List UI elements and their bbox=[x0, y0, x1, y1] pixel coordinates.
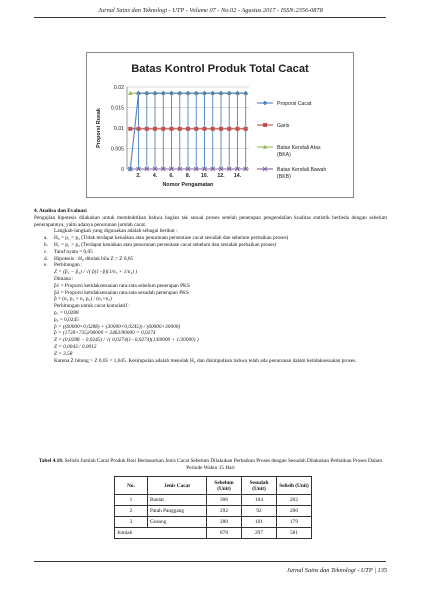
cell-selisih: 200 bbox=[277, 506, 312, 517]
legend-bkb-label: Batas Kendali Bawah bbox=[277, 167, 327, 173]
y-axis-label: Proporsi Rusak bbox=[96, 108, 102, 148]
list-marker: c. bbox=[44, 248, 48, 255]
y-tick-label: 0.02 bbox=[113, 85, 124, 91]
cell-no: 2 bbox=[115, 506, 148, 517]
z-calc-1: Z = (0,0288 − 0,0245) / √( 0,0274(1−0,0274)(1/60000 + 1/30000) ) bbox=[54, 337, 199, 344]
cell-jenis: Bantat bbox=[148, 495, 207, 506]
list-text: Hipotesis : H₀ ditolak bila Z > Z 0,05 bbox=[54, 255, 134, 262]
x-tick-label: 4. bbox=[152, 173, 158, 179]
table-caption-label: Tabel 4.18. bbox=[38, 458, 64, 464]
header-sebelum: Sebelum (Unit) bbox=[207, 477, 242, 495]
marker-garis bbox=[186, 127, 190, 131]
x-tick-label: 12. bbox=[217, 173, 225, 179]
cell-no: 1 bbox=[115, 495, 148, 506]
marker-garis bbox=[137, 127, 141, 131]
steps-intro: Langkah-langkah yang digunakan adalah sebagai berikut : bbox=[54, 228, 178, 235]
y-tick-label: 0.005 bbox=[111, 146, 124, 153]
cell-total-label: Jumlah bbox=[115, 528, 207, 539]
table-row bbox=[115, 495, 312, 506]
marker-garis bbox=[178, 127, 182, 131]
list-marker: e. bbox=[44, 262, 48, 269]
list-item-e bbox=[34, 262, 387, 269]
z-calc-2: Z = 0,0043 / 0,0012 bbox=[54, 343, 97, 350]
legend-proporsi-cacat-label: Proporsi Cacat bbox=[277, 101, 312, 107]
definition-p2: p̂2 = Proporsi ketidaksesuaian rata-rata sesudah penerapan PKS bbox=[54, 289, 189, 296]
marker-garis bbox=[244, 127, 248, 131]
cell-total-sebelum: 878 bbox=[207, 528, 242, 539]
cell-total-sesudah: 297 bbox=[242, 528, 277, 539]
header-rule bbox=[34, 17, 386, 18]
marker-garis bbox=[153, 127, 157, 131]
marker-garis bbox=[227, 127, 231, 131]
marker-garis bbox=[219, 127, 223, 131]
p-calc-2: p̂ = (1728+735)/90000 = 2463/90000 = 0,0274 bbox=[54, 330, 156, 337]
table-row bbox=[115, 517, 312, 528]
y-tick-label: 0.015 bbox=[111, 105, 124, 112]
x-tick-label: 14. bbox=[233, 173, 242, 179]
running-header: Jurnal Sains dan Teknologi - UTP - Volume 07 - No.02 - Agustus 2017 - ISSN:2356-0878 bbox=[98, 7, 323, 14]
header-selisih: Selisih (Unit) bbox=[277, 477, 312, 495]
header-sesudah: Sesudah (Unit) bbox=[242, 477, 277, 495]
table-total-row bbox=[115, 528, 312, 539]
marker-garis bbox=[170, 127, 174, 131]
marker-proporsi-cacat bbox=[263, 101, 268, 106]
legend-bka-label: Batas Kendali Atas bbox=[277, 145, 321, 151]
analysis-section bbox=[34, 208, 387, 364]
defect-table bbox=[114, 476, 312, 539]
cell-total-selisih: 581 bbox=[277, 528, 312, 539]
control-chart-svg bbox=[87, 53, 353, 197]
x-tick-label: 8. bbox=[185, 173, 191, 179]
legend-garis-label: Garis bbox=[277, 123, 290, 129]
x-tick-label: 2. bbox=[136, 173, 141, 179]
cell-selisih: 202 bbox=[277, 495, 312, 506]
p1-value: p₁ = 0,0288 bbox=[54, 309, 79, 316]
list-marker: a. bbox=[44, 235, 48, 242]
marker-garis bbox=[161, 127, 165, 131]
list-marker: b. bbox=[44, 241, 48, 248]
conclusion: Karena Z hitung > Z 0,05 = 1,645. Kesimpulan adalah menolak H₀ dan disimpulkan bahwa telah ada penurunan dalam ketidaksesuaian proses. bbox=[54, 357, 357, 364]
cell-sebelum: 306 bbox=[207, 495, 242, 506]
table-caption bbox=[34, 458, 387, 471]
cell-sesudah: 92 bbox=[242, 506, 277, 517]
definition-p1: p̂1 = Proporsi ketidaksesuaian rata-rata sebelum penerapan PKS bbox=[54, 282, 190, 289]
cell-no: 3 bbox=[115, 517, 148, 528]
x-axis-label: Nomor Pengamatan bbox=[162, 182, 214, 188]
intro-paragraph: Pengujian hipotesis dilakukan untuk membuktikan bahwa bagian tak sesuai proses setelah penerapan pengendalian kualitas statistik berbeda dengan sebelum penerapannya, yaitu adanya penurunan jumlah cacat. bbox=[34, 214, 387, 228]
dimana-label: Dimana : bbox=[54, 275, 74, 282]
header-no: No. bbox=[115, 477, 148, 495]
section-title: 4. Analisa dan Evaluasi bbox=[34, 208, 87, 214]
kumulatif-label: Perhitungan untuk cacat komulatif : bbox=[54, 303, 130, 310]
table-header-row bbox=[115, 477, 312, 495]
footer-rule bbox=[34, 561, 386, 562]
control-chart bbox=[86, 52, 354, 198]
y-tick-label: 0 bbox=[121, 167, 124, 173]
legend-bka-label-2: (BKA) bbox=[277, 152, 291, 158]
cell-sebelum: 280 bbox=[207, 517, 242, 528]
cell-sesudah: 101 bbox=[242, 517, 277, 528]
cell-sesudah: 104 bbox=[242, 495, 277, 506]
list-item-d bbox=[34, 256, 387, 263]
list-text: Taraf nyata = 0,05 bbox=[54, 248, 93, 255]
list-marker: d. bbox=[44, 255, 48, 262]
list-text: H₁ = p₁ > p₂ (Terdapat kenaikan atau penurunan persentase cacat sebelum dan sesudah perbaikan proses) bbox=[54, 241, 277, 248]
list-item-c bbox=[34, 249, 387, 256]
p2-value: p₂ = 0,0245 bbox=[54, 316, 79, 323]
p-calc-1: p̂ = ((60000×0,0288) + (30000×0,0245)) / (60000+30000) bbox=[54, 323, 181, 330]
cell-selisih: 179 bbox=[277, 517, 312, 528]
chart-title: Batas Kontrol Produk Total Cacat bbox=[131, 63, 309, 75]
y-tick-label: 0.01 bbox=[113, 126, 124, 132]
cell-sebelum: 292 bbox=[207, 506, 242, 517]
x-tick-label: 6. bbox=[169, 173, 174, 179]
definition-p: p̂ = (n₁ p₁ + n₂ p₂) / (n₁+n₂) bbox=[54, 296, 112, 303]
formula-main: Z = (p̂₁ − p̂₂) / √( p̂(1−p̂)(1/n₁ + 1/n₂) ) bbox=[54, 269, 138, 276]
marker-garis bbox=[211, 127, 215, 131]
z-result: Z = 3,58 bbox=[54, 350, 73, 357]
list-item-a bbox=[34, 235, 387, 242]
marker-garis bbox=[235, 127, 239, 131]
x-tick-label: 10. bbox=[200, 173, 209, 179]
header-jenis-cacat: Jenis Cacat bbox=[148, 477, 207, 495]
marker-garis bbox=[128, 127, 132, 131]
cell-jenis: Patah Panggang bbox=[148, 506, 207, 517]
cell-jenis: Gosong bbox=[148, 517, 207, 528]
marker-garis bbox=[194, 127, 198, 131]
list-text: Perhitungan : bbox=[54, 262, 83, 269]
table-caption-text: Selisih Jumlah Cacat Produk Roti Berdasarkan Jenis Cacat Sebelum Dilakukan Perbaikan Proses dengan Sesudah Dilakukan Perbaikan Proses Dalam Periode Waktu 15 Hari bbox=[64, 458, 383, 471]
marker-garis bbox=[263, 123, 267, 127]
marker-garis bbox=[202, 127, 206, 131]
marker-garis bbox=[145, 127, 149, 131]
legend-bkb-label-2: (BKB) bbox=[277, 174, 291, 180]
list-text: H₀ = p₁ = p₂ (Tidak terdapat kenaikan atau penurunan persentase cacat sesudah dan sebelum perbaikan proses) bbox=[54, 235, 289, 242]
table-row bbox=[115, 506, 312, 517]
page-footer: Jurnal Sains dan Teknologi - UTP | 135 bbox=[286, 567, 387, 574]
list-item-b bbox=[34, 242, 387, 249]
